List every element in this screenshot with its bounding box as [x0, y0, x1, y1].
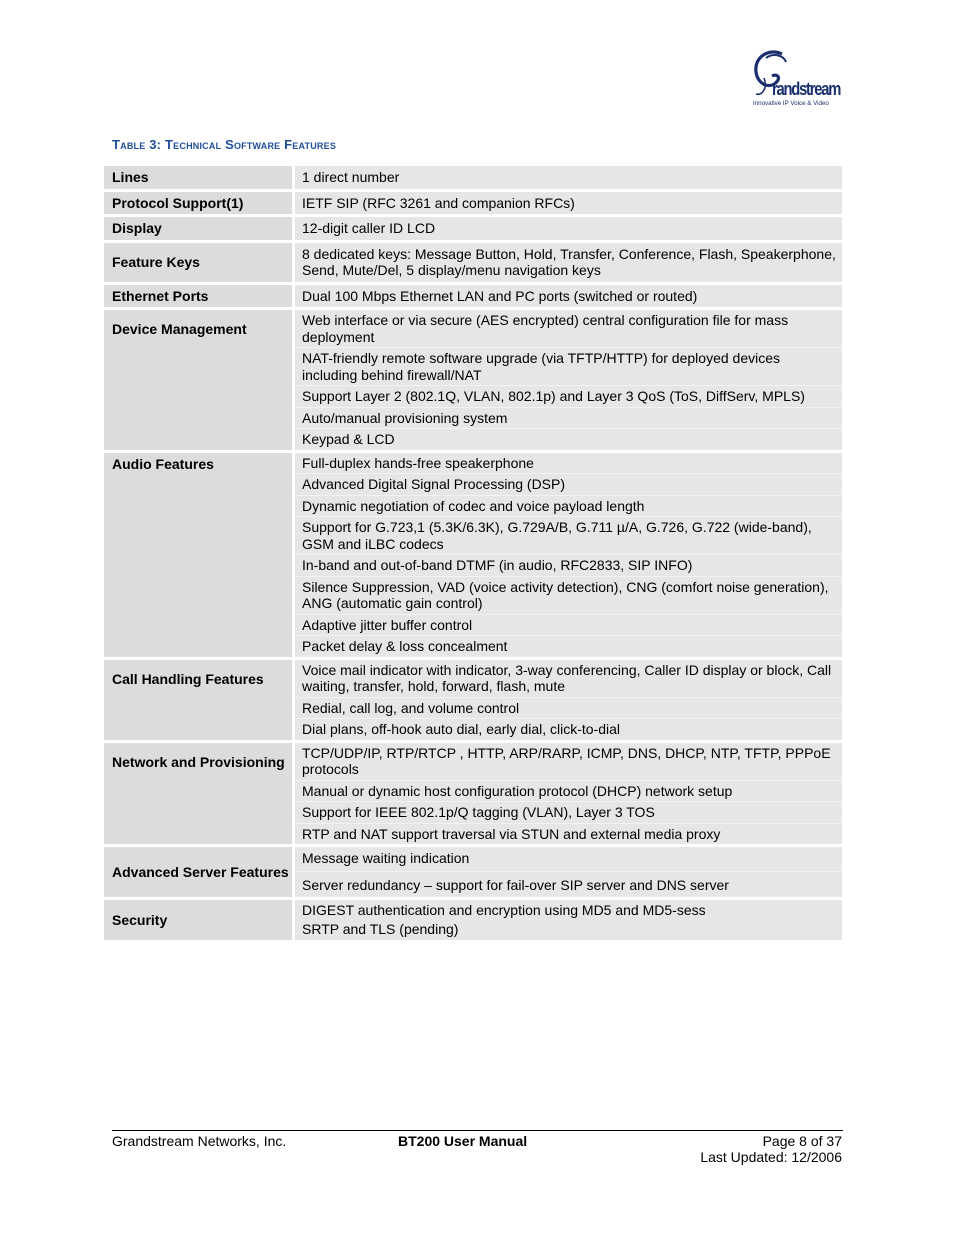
grandstream-logo — [752, 48, 840, 110]
row-value: Dial plans, off-hook auto dial, early dial, click-to-dial — [295, 718, 842, 740]
table-row — [104, 740, 842, 845]
row-values — [295, 453, 842, 657]
row-value: Full-duplex hands-free speakerphone — [302, 454, 534, 471]
table-row — [104, 450, 842, 657]
row-values — [295, 660, 842, 740]
row-value: Auto/manual provisioning system — [295, 407, 842, 429]
row-values — [295, 192, 842, 215]
row-value: SRTP and TLS (pending) — [302, 920, 459, 937]
table-row — [104, 657, 842, 740]
logo-tagline: Innovative IP Voice & Video — [753, 100, 829, 107]
features-table — [104, 164, 842, 940]
footer-manual-title: BT200 User Manual — [398, 1133, 528, 1149]
row-value: DIGEST authentication and encryption using MD5 and MD5-sess — [302, 902, 706, 918]
footer-page-number: Page 8 of 37 — [762, 1133, 842, 1149]
row-value: 8 dedicated keys: Message Button, Hold, Transfer, Conference, Flash, Speakerphone, Send, Mute/Del, 5 display/menu navigation keys — [302, 245, 836, 278]
row-value: Support for G.723,1 (5.3K/6.3K), G.729A/B, G.711 µ/A, G.726, G.722 (wide-band), GSM and iLBC codecs — [295, 516, 842, 554]
row-value: Adaptive jitter buffer control — [295, 614, 842, 636]
row-values — [295, 900, 842, 940]
row-value: TCP/UDP/IP, RTP/RTCP , HTTP, ARP/RARP, ICMP, DNS, DHCP, NTP, TFTP, PPPoE protocols — [302, 744, 831, 777]
row-label: Advanced Server Features — [104, 847, 295, 897]
table-row — [104, 844, 842, 897]
table-row — [104, 164, 842, 189]
footer-last-updated: Last Updated: 12/2006 — [700, 1149, 842, 1165]
row-values — [295, 217, 842, 240]
row-label: Protocol Support(1) — [104, 192, 295, 215]
row-label: Ethernet Ports — [104, 285, 295, 308]
row-value: IETF SIP (RFC 3261 and companion RFCs) — [302, 194, 575, 211]
row-label: Device Management — [104, 310, 295, 450]
row-values — [295, 847, 842, 897]
row-label: Display — [104, 217, 295, 240]
row-label: Security — [104, 900, 295, 940]
row-label: Network and Provisioning — [104, 743, 295, 845]
row-label: Audio Features — [104, 453, 295, 657]
row-value: Dual 100 Mbps Ethernet LAN and PC ports (switched or routed) — [302, 287, 698, 304]
row-values — [295, 166, 842, 189]
row-value: Server redundancy – support for fail-over SIP server and DNS server — [295, 871, 842, 898]
table-row — [104, 214, 842, 240]
row-value: In-band and out-of-band DTMF (in audio, RFC2833, SIP INFO) — [295, 554, 842, 576]
row-values — [295, 285, 842, 308]
row-value: Voice mail indicator with indicator, 3-way conferencing, Caller ID display or block, Call waiting, transfer, hold, forward, flash, mute — [302, 661, 832, 694]
row-value: Support Layer 2 (802.1Q, VLAN, 802.1p) and Layer 3 QoS (ToS, DiffServ, MPLS) — [295, 385, 842, 407]
row-value: Message waiting indication — [302, 850, 470, 866]
table-row — [104, 897, 842, 940]
table-row — [104, 307, 842, 450]
row-values — [295, 743, 842, 845]
table-row — [104, 282, 842, 308]
row-value: 12-digit caller ID LCD — [302, 220, 436, 236]
logo-brand-text: randstream — [772, 79, 841, 99]
footer-page-info — [700, 1133, 842, 1165]
row-value: Keypad & LCD — [295, 428, 842, 450]
row-value: 1 direct number — [302, 169, 400, 185]
table-caption: Table 3: Technical Software Features — [112, 137, 337, 152]
row-value: Silence Suppression, VAD (voice activity detection), CNG (comfort noise generation), ANG (automatic gain control) — [295, 576, 842, 614]
row-value: Packet delay & loss concealment — [295, 635, 842, 657]
table-row — [104, 240, 842, 282]
row-value: Dynamic negotiation of codec and voice payload length — [295, 495, 842, 517]
row-value: Web interface or via secure (AES encrypted) central configuration file for mass deployment — [302, 312, 789, 345]
row-label: Feature Keys — [104, 243, 295, 282]
row-value: Support for IEEE 802.1p/Q tagging (VLAN), Layer 3 TOS — [295, 801, 842, 823]
row-value: Redial, call log, and volume control — [295, 697, 842, 719]
row-values — [295, 243, 842, 282]
row-label: Call Handling Features — [104, 660, 295, 740]
row-values — [295, 310, 842, 450]
footer-divider — [112, 1130, 843, 1131]
row-value: Manual or dynamic host configuration protocol (DHCP) network setup — [295, 780, 842, 802]
row-value: RTP and NAT support traversal via STUN and external media proxy — [295, 823, 842, 845]
row-label: Lines — [104, 166, 295, 189]
table-row — [104, 189, 842, 215]
row-value: NAT-friendly remote software upgrade (via TFTP/HTTP) for deployed devices including behind firewall/NAT — [295, 347, 842, 385]
row-value: Advanced Digital Signal Processing (DSP) — [295, 473, 842, 495]
footer-company: Grandstream Networks, Inc. — [112, 1133, 287, 1149]
